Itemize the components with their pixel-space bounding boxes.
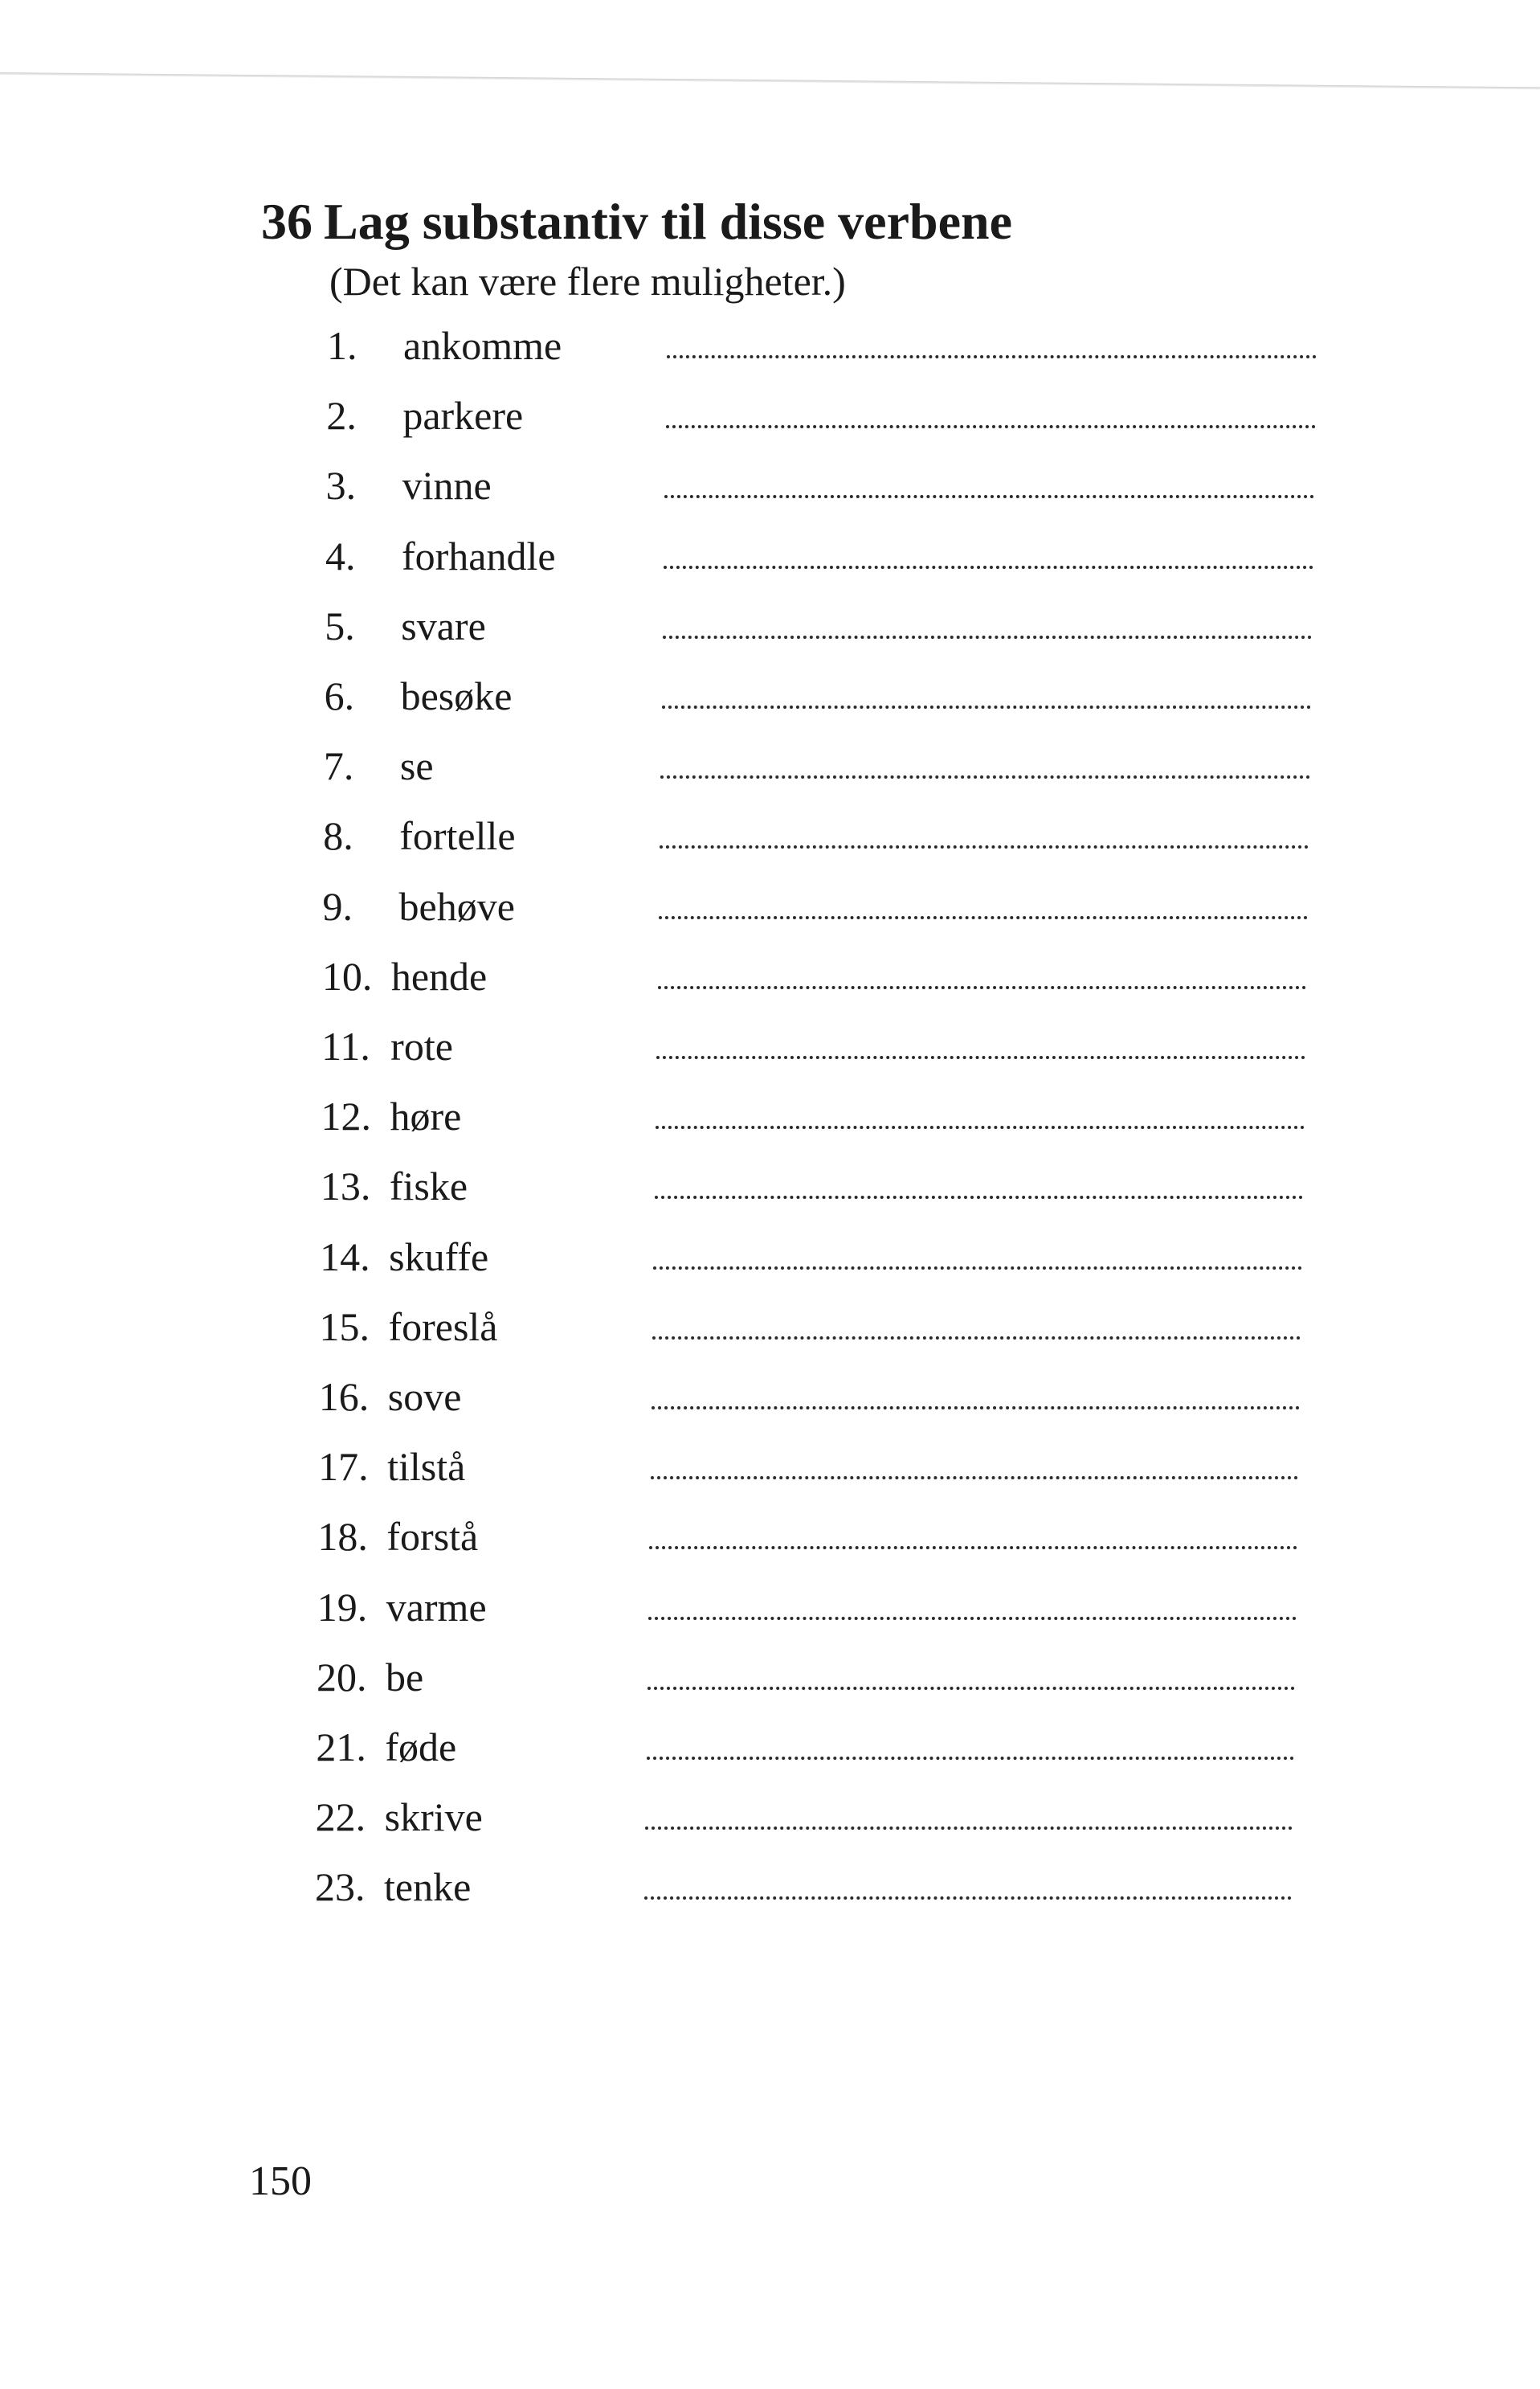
item-number: 23. (315, 1864, 366, 1910)
answer-field[interactable] (656, 1124, 1305, 1129)
item-verb: forhandle (401, 533, 556, 579)
item-number: 22. (315, 1794, 366, 1840)
item-verb: svare (401, 603, 486, 648)
item-number: 20. (317, 1654, 367, 1700)
item-number: 6. (324, 673, 355, 718)
answer-field[interactable] (652, 1405, 1300, 1409)
item-verb: besøke (400, 673, 513, 718)
exercise-number: 36 (261, 193, 312, 250)
answer-field[interactable] (656, 1054, 1305, 1059)
item-verb: vinne (402, 463, 492, 509)
item-verb: fortelle (399, 813, 516, 859)
answer-field[interactable] (663, 634, 1312, 639)
item-verb: be (386, 1654, 424, 1700)
item-verb: forstå (386, 1514, 479, 1560)
item-verb: parkere (402, 393, 524, 439)
item-number: 18. (317, 1514, 368, 1560)
item-verb: behøve (398, 883, 515, 929)
item-number: 9. (322, 883, 353, 929)
item-number: 16. (318, 1374, 370, 1419)
item-verb: varme (386, 1584, 487, 1630)
item-verb: se (399, 743, 434, 789)
answer-field[interactable] (652, 1335, 1301, 1340)
item-number: 7. (323, 743, 354, 789)
answer-field[interactable] (644, 1895, 1292, 1900)
answer-field[interactable] (664, 493, 1314, 498)
item-verb: skrive (384, 1794, 483, 1840)
item-verb: høre (390, 1094, 462, 1139)
item-number: 3. (325, 463, 357, 509)
item-verb: ankomme (403, 323, 562, 368)
item-number: 13. (320, 1164, 371, 1209)
item-verb: foreslå (388, 1303, 498, 1349)
answer-field[interactable] (647, 1755, 1294, 1760)
answer-field[interactable] (662, 704, 1311, 709)
exercise-instruction: (Det kan være flere muligheter.) (329, 259, 846, 304)
exercise-title: Lag substantiv til disse verbene (324, 193, 1012, 250)
page-number: 150 (249, 2158, 312, 2204)
answer-field[interactable] (651, 1475, 1299, 1479)
answer-field[interactable] (660, 774, 1309, 779)
answer-field[interactable] (664, 564, 1313, 569)
item-verb: sove (387, 1374, 462, 1419)
item-verb: tenke (384, 1864, 472, 1910)
answer-field[interactable] (666, 423, 1316, 428)
item-number: 19. (317, 1584, 368, 1630)
item-number: 17. (318, 1444, 369, 1490)
answer-field[interactable] (649, 1544, 1297, 1549)
answer-field[interactable] (659, 914, 1308, 919)
item-verb: hende (390, 953, 488, 999)
item-number: 4. (325, 533, 356, 579)
answer-field[interactable] (667, 354, 1317, 358)
item-number: 2. (326, 393, 357, 439)
item-verb: tilstå (387, 1444, 466, 1490)
item-verb: føde (385, 1724, 457, 1769)
item-number: 21. (316, 1724, 366, 1769)
answer-field[interactable] (660, 844, 1309, 849)
answer-field[interactable] (645, 1825, 1293, 1830)
answer-field[interactable] (658, 984, 1307, 989)
item-number: 12. (321, 1094, 371, 1139)
item-number: 11. (321, 1024, 370, 1069)
answer-field[interactable] (647, 1685, 1295, 1690)
item-number: 15. (319, 1303, 370, 1349)
item-verb: skuffe (389, 1233, 489, 1279)
answer-field[interactable] (648, 1615, 1297, 1620)
item-number: 1. (327, 323, 357, 368)
item-verb: rote (390, 1024, 453, 1069)
item-verb: fiske (389, 1164, 468, 1209)
item-number: 14. (320, 1233, 370, 1279)
item-number: 5. (325, 603, 355, 648)
item-number: 10. (321, 953, 373, 999)
answer-field[interactable] (655, 1194, 1303, 1199)
answer-field[interactable] (653, 1265, 1301, 1270)
item-number: 8. (323, 813, 353, 859)
